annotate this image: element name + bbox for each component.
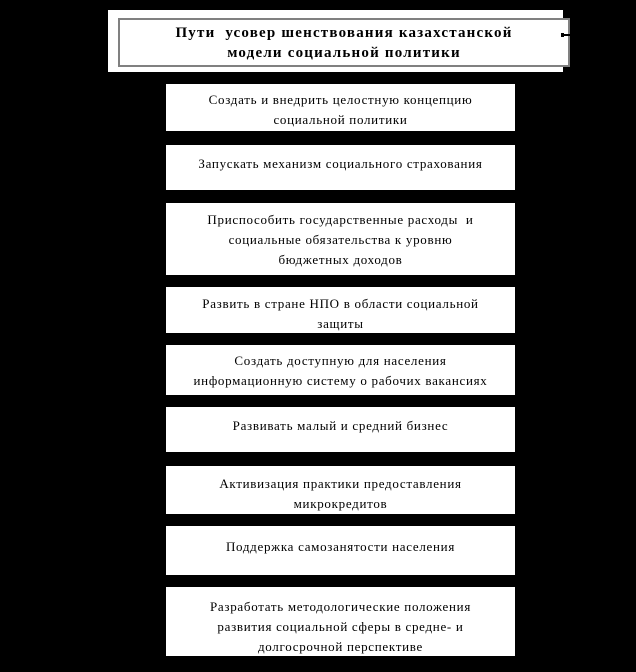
flow-box-text: микрокредитов (293, 496, 388, 511)
flow-box-text: социальные обязательства к уровню (228, 232, 453, 247)
flow-box-text: защиты (317, 316, 364, 331)
flow-box-text: Поддержка самозанятости населения (225, 539, 456, 554)
title-box (118, 18, 570, 67)
flow-box-microcredit (166, 466, 515, 514)
connector-tick (561, 33, 564, 37)
flow-box-budget (166, 203, 515, 275)
flow-box-methodology (166, 587, 515, 656)
flow-box-text: Создать и внедрить целостную концепцию (208, 92, 473, 107)
flow-box-text: Приспособить государственные расходы и (207, 212, 474, 227)
flow-box-text: информационную систему о рабочих вакансиях (193, 373, 488, 388)
flow-box-text: социальной политики (273, 112, 408, 127)
title-line: Пути усовер шенствования казахстанской (175, 25, 513, 41)
flow-box-insurance (166, 145, 515, 190)
flow-box-text: Активизация практики предоставления (219, 476, 462, 491)
flow-box-text: Создать доступную для населения (234, 353, 447, 368)
flow-box-self-employment (166, 526, 515, 575)
flow-box-text: развития социальной сферы в средне- и (217, 619, 464, 634)
flow-box-text: Запускать механизм социального страхования (198, 156, 483, 171)
flow-box-text: бюджетных доходов (278, 252, 403, 267)
flow-box-text: Развить в стране НПО в области социальной (202, 296, 479, 311)
flow-box-text: Развивать малый и средний бизнес (232, 418, 449, 433)
flow-box-vacancy-info (166, 345, 515, 395)
flow-box-text: долгосрочной перспективе (257, 639, 424, 654)
flow-box-concept (166, 84, 515, 131)
flow-box-business (166, 407, 515, 452)
flow-box-ngo (166, 287, 515, 333)
title-line: модели социальной политики (227, 45, 461, 61)
flow-box-text: Разработать методологические положения (209, 599, 472, 614)
